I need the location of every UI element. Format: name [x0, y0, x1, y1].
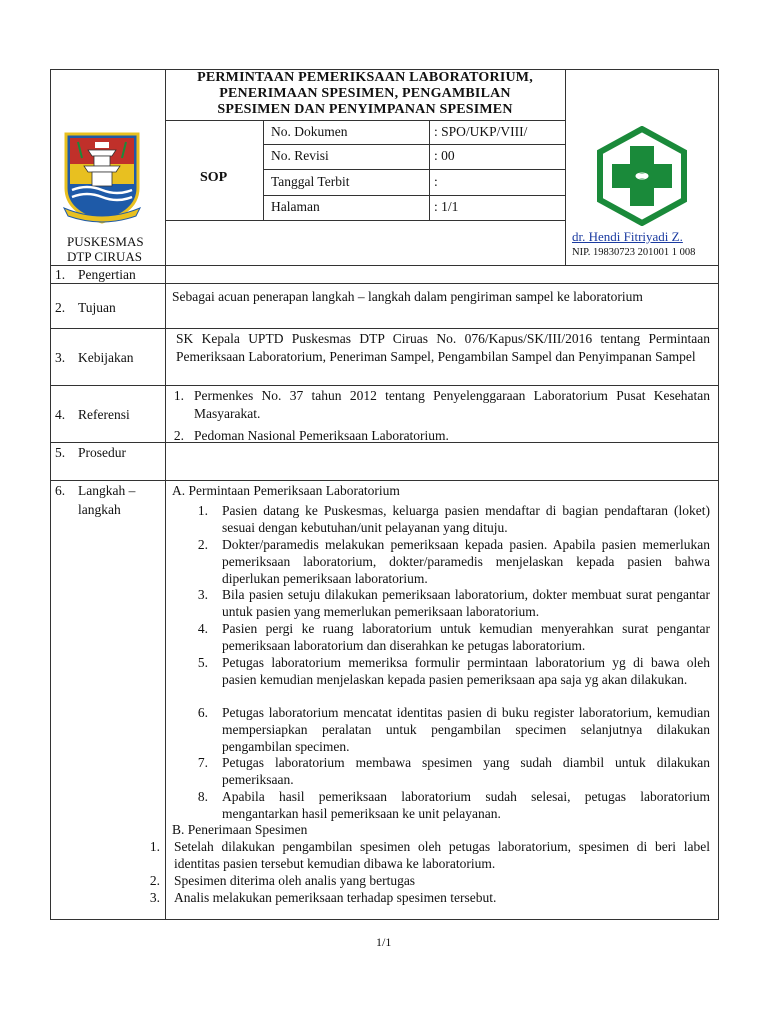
value-no-revisi: : 00	[434, 148, 455, 163]
table-border-right	[718, 69, 719, 920]
kebijakan-label: Kebijakan	[78, 350, 134, 365]
row-line-header-bottom	[50, 265, 719, 266]
title-line-3: SPESIMEN DAN PENYIMPANAN SPESIMEN	[217, 102, 513, 117]
regional-emblem-icon	[62, 128, 142, 224]
a-item-2-text: Dokter/paramedis melakukan pemeriksaan kepada pasien. Apabila pasien memerlukan pemeriksaan laboratorium, dokter/paramedis menjelaskan kepada pasien bahwa diperlukan pemeriksaan laboratorium.	[222, 537, 710, 586]
a-item-8-text: Apabila hasil pemeriksaan laboratorium sudah selesai, petugas laboratorium mengantarkan hasil pemeriksaan ke unit pelayanan.	[222, 789, 710, 821]
label-no-dokumen: No. Dokumen	[271, 124, 348, 139]
puskesmas-logo-icon	[592, 126, 692, 226]
langkah-number: 6.	[55, 483, 66, 498]
b-item-3-text: Analis melakukan pemeriksaan terhadap spesimen tersebut.	[174, 890, 497, 905]
row-line-tujuan	[50, 328, 719, 329]
a-item-4-number: 4.	[197, 621, 208, 636]
prosedur-label: Prosedur	[78, 445, 126, 460]
header-divider-title-bottom	[165, 120, 565, 121]
section-a-title: A. Permintaan Pemeriksaan Laboratorium	[172, 483, 400, 498]
signer-name: dr. Hendi Fitriyadi Z.	[572, 229, 683, 244]
header-row-line-4	[165, 220, 565, 221]
org-name-line-2: DTP CIRUAS	[67, 249, 143, 264]
a-item-8-number: 8.	[197, 789, 208, 804]
header-row-line-3	[263, 195, 565, 196]
b-item-1-text: Setelah dilakukan pengambilan spesimen oleh petugas laboratorium, spesimen di beri label identitas pasien tersebut kemudian dibawa ke laboratorium.	[174, 839, 710, 871]
tujuan-text: Sebagai acuan penerapan langkah – langkah dalam pengiriman sampel ke laboratorium	[172, 289, 643, 304]
header-row-line-1	[263, 144, 565, 145]
row-line-kebijakan	[50, 385, 719, 386]
a-item-6-text: Petugas laboratorium mencatat identitas pasien di buku register laboratorium, kemudian mempersiapkan peralatan untuk pengambilan specimen selanjutnya dilakukan pengambilan specimen.	[222, 705, 710, 754]
langkah-label-line-2: langkah	[78, 502, 121, 517]
a-item-4-text: Pasien pergi ke ruang laboratorium untuk kemudian menyerahkan surat pengantar pemeriksaan laboratorium dan diserahkan ke petugas laboratorium.	[222, 621, 710, 653]
a-item-3-number: 3.	[197, 587, 208, 602]
header-divider-value	[429, 120, 430, 220]
column-divider	[165, 265, 166, 920]
sop-label: SOP	[200, 170, 228, 185]
b-item-1-number: 1.	[149, 839, 160, 854]
a-item-2-number: 2.	[197, 537, 208, 552]
table-border-bottom	[50, 919, 719, 920]
table-border-left	[50, 69, 51, 920]
langkah-label-line-1: Langkah –	[78, 483, 136, 498]
pengertian-label: Pengertian	[78, 267, 136, 282]
tujuan-label: Tujuan	[78, 300, 116, 315]
row-line-pengertian	[50, 283, 719, 284]
org-name-line-1: PUSKESMAS	[67, 234, 144, 249]
b-item-2-number: 2.	[149, 873, 160, 888]
a-item-6-number: 6.	[197, 705, 208, 720]
label-halaman: Halaman	[271, 199, 320, 214]
kebijakan-text: SK Kepala UPTD Puskesmas DTP Ciruas No. 076/Kapus/SK/III/2016 tentang Permintaan Pemeriksaan Laboratorium, Peneriman Sampel, Pengambilan Sampel dan Penyimpanan Sampel	[176, 331, 710, 364]
prosedur-number: 5.	[55, 445, 66, 460]
referensi-item-1-number: 1.	[173, 388, 184, 403]
referensi-item-2-text: Pedoman Nasional Pemeriksaan Laboratorium.	[194, 428, 449, 443]
kebijakan-number: 3.	[55, 350, 66, 365]
a-item-3-text: Bila pasien setuju dilakukan pemeriksaan laboratorium, dokter membuat surat pengantar untuk pasien yang memerlukan pemeriksaan laboratorium.	[222, 587, 710, 619]
referensi-item-2-number: 2.	[173, 428, 184, 443]
label-no-revisi: No. Revisi	[271, 148, 329, 163]
value-halaman: : 1/1	[434, 199, 459, 214]
header-row-line-2	[263, 169, 565, 170]
a-item-7-text: Petugas laboratorium membawa spesimen yang sudah diambil untuk dilakukan pemeriksaan.	[222, 755, 710, 787]
section-b-title: B. Penerimaan Spesimen	[172, 822, 308, 837]
a-item-5-text: Petugas laboratorium memeriksa formulir permintaan laboratorium yg di bawa oleh pasien kemudian menjelaskan kepada pasien pemeriksaan apa saja yg akan dilakukan.	[222, 655, 710, 687]
title-line-2: PENERIMAAN SPESIMEN, PENGAMBILAN	[219, 86, 511, 101]
header-divider-sop	[263, 120, 264, 220]
page-number: 1/1	[376, 935, 392, 949]
tujuan-number: 2.	[55, 300, 66, 315]
signer-nip: NIP. 19830723 201001 1 008	[572, 247, 696, 258]
pengertian-number: 1.	[55, 267, 66, 282]
a-item-1-text: Pasien datang ke Puskesmas, keluarga pasien mendaftar di bagian pendaftaran (loket) sesuai dengan kebutuhan/unit pelayanan yang dituju.	[222, 503, 710, 535]
b-item-3-number: 3.	[149, 890, 160, 905]
title-line-1: PERMINTAAN PEMERIKSAAN LABORATORIUM,	[197, 70, 533, 85]
referensi-item-1-text: Permenkes No. 37 tahun 2012 tentang Penyelenggaraan Laboratorium Pusat Kesehatan Masyarakat.	[194, 388, 710, 421]
referensi-number: 4.	[55, 407, 66, 422]
a-item-5-number: 5.	[197, 655, 208, 670]
referensi-label: Referensi	[78, 407, 130, 422]
header-divider-right	[565, 69, 566, 265]
document-title	[165, 70, 565, 118]
a-item-1-number: 1.	[197, 503, 208, 518]
value-no-dokumen: : SPO/UKP/VIII/	[434, 124, 528, 139]
value-tanggal-terbit: :	[434, 174, 438, 189]
a-item-7-number: 7.	[197, 755, 208, 770]
b-item-2-text: Spesimen diterima oleh analis yang bertugas	[174, 873, 416, 888]
label-tanggal-terbit: Tanggal Terbit	[271, 174, 350, 189]
row-line-prosedur	[50, 480, 719, 481]
